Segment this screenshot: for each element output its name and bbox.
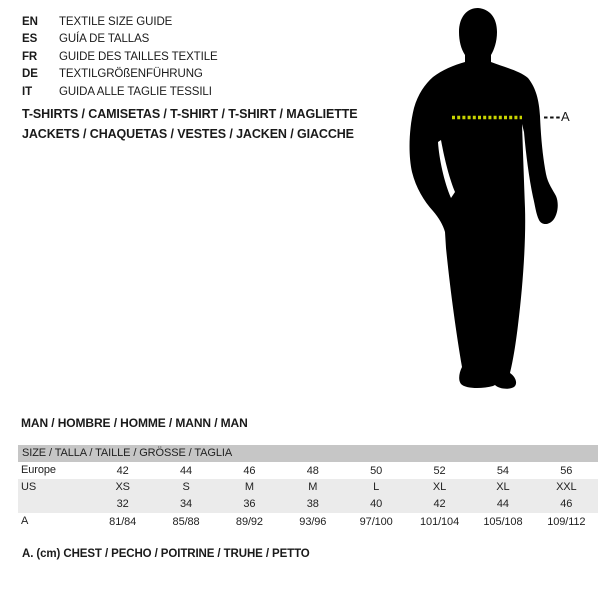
us-letter-size: XL: [496, 481, 510, 493]
size-cell: 81/84: [109, 515, 137, 528]
size-cell: 109/112: [547, 515, 586, 528]
us-number-size: 46: [560, 498, 573, 510]
table-row-europe: [18, 462, 598, 479]
size-table: [18, 445, 598, 530]
us-number-size: 40: [370, 498, 383, 510]
size-cell: 85/88: [172, 515, 200, 528]
size-cell: 46: [243, 464, 256, 477]
size-cell: 56: [560, 464, 573, 477]
size-cell: [281, 479, 344, 513]
row-label-europe: Europe: [21, 464, 56, 476]
language-row-it: [22, 83, 218, 101]
language-row-es: [22, 31, 218, 49]
language-row-fr: [22, 48, 218, 66]
size-table-header: SIZE / TALLA / TAILLE / GRÖSSE / TAGLIA: [18, 445, 598, 462]
language-label: GUÍA DE TALLAS: [59, 33, 150, 46]
language-code: EN: [22, 15, 38, 28]
size-cell: 54: [496, 464, 509, 477]
language-label: TEXTILE SIZE GUIDE: [59, 15, 173, 28]
us-letter-size: XXL: [556, 481, 577, 493]
size-cell: [408, 479, 471, 513]
us-letter-size: S: [182, 481, 190, 493]
size-cell: [154, 479, 217, 513]
language-row-de: [22, 66, 218, 84]
size-cell: [471, 479, 534, 513]
table-row-chest-a: [18, 513, 598, 530]
language-list: [22, 13, 218, 101]
language-row-en: [22, 13, 218, 31]
us-number-size: 38: [306, 498, 319, 510]
us-number-size: 36: [243, 498, 256, 510]
us-letter-size: XS: [115, 481, 130, 493]
measurement-label-a: A: [561, 109, 570, 124]
man-silhouette-figure: [400, 0, 600, 400]
us-number-size: 42: [433, 498, 446, 510]
us-number-size: 44: [496, 498, 509, 510]
us-letter-size: XL: [432, 481, 447, 493]
size-cell: 105/108: [483, 515, 523, 528]
size-cell: [345, 479, 408, 513]
us-letter-size: L: [373, 481, 380, 493]
language-label: GUIDA ALLE TAGLIE TESSILI: [59, 85, 212, 98]
category-lines: [22, 105, 358, 144]
us-number-size: 32: [116, 498, 129, 510]
category-line-tshirts: T-SHIRTS / CAMISETAS / T-SHIRT / T-SHIRT / MAGLIETTE: [22, 107, 358, 121]
language-label: GUIDE DES TAILLES TEXTILE: [59, 50, 218, 63]
size-cell: 52: [433, 464, 446, 477]
size-cell: [535, 479, 598, 513]
language-code: ES: [22, 33, 38, 46]
us-letter-size: M: [308, 481, 318, 493]
size-cell: 101/104: [420, 515, 460, 528]
size-cell: 93/96: [299, 515, 327, 528]
section-title-man: MAN / HOMBRE / HOMME / MANN / MAN: [21, 416, 248, 430]
language-code: FR: [22, 50, 38, 63]
man-silhouette: [410, 8, 558, 389]
size-cell: 97/100: [359, 515, 393, 528]
row-label-a: A: [21, 515, 29, 527]
footnote-chest: A. (cm) CHEST / PECHO / POITRINE / TRUHE / PETTO: [22, 548, 310, 560]
size-cell: 50: [370, 464, 383, 477]
language-code: DE: [22, 68, 38, 81]
size-cell: 42: [116, 464, 129, 477]
language-label: TEXTILGRÖßENFÜHRUNG: [59, 68, 203, 81]
size-cell: 48: [306, 464, 319, 477]
size-cell: [218, 479, 281, 513]
us-letter-size: M: [244, 481, 254, 493]
language-code: IT: [22, 85, 33, 98]
size-cell: 89/92: [235, 515, 263, 528]
table-row-us: [18, 479, 598, 513]
size-cell: [91, 479, 154, 513]
category-line-jackets: JACKETS / CHAQUETAS / VESTES / JACKEN / GIACCHE: [22, 126, 354, 141]
row-label-us: US: [21, 481, 37, 493]
us-number-size: 34: [180, 498, 193, 510]
size-cell: 44: [180, 464, 193, 477]
